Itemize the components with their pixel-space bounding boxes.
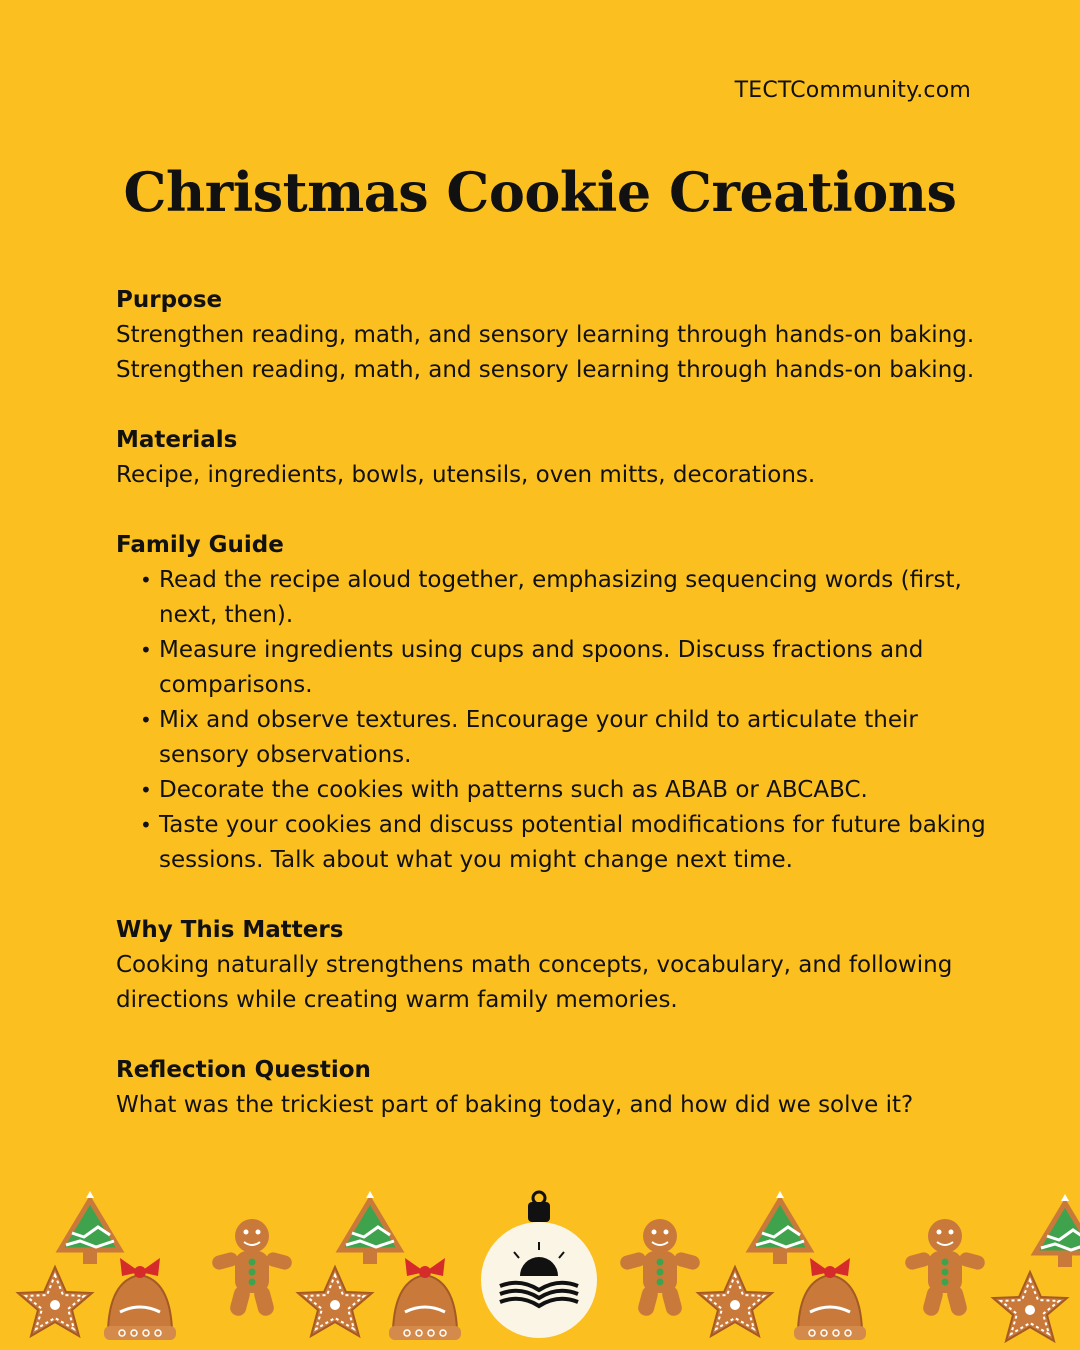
materials-section <box>116 423 996 493</box>
list-item-text: Measure ingredients using cups and spoons. Discuss fractions and comparisons. <box>159 637 924 698</box>
gingerbread-man-icon <box>211 1219 294 1318</box>
purpose-text-line: Strengthen reading, math, and sensory learning through hands-on baking. <box>116 322 975 348</box>
tree-cookie-icon <box>60 1191 120 1264</box>
why-text: Cooking naturally strengthens math concepts, vocabulary, and following directions while creating warm family memories. <box>116 952 953 1013</box>
site-url: TECTCommunity.com <box>734 78 971 103</box>
star-cookie-icon <box>993 1272 1067 1341</box>
list-item <box>116 563 996 633</box>
bullet-icon: • <box>140 638 152 662</box>
bell-cookie-icon <box>104 1258 176 1340</box>
list-item <box>116 808 996 878</box>
gingerbread-man-icon <box>619 1219 702 1318</box>
family-guide-section <box>116 528 996 878</box>
why-label: Why This Matters <box>116 917 344 943</box>
why-section <box>116 913 996 1018</box>
purpose-section <box>116 283 996 388</box>
tree-cookie-icon <box>1035 1194 1080 1267</box>
ornament-logo-icon <box>481 1192 597 1338</box>
list-item-text: Read the recipe aloud together, emphasizing sequencing words (first, next, then). <box>159 567 962 628</box>
star-cookie-icon <box>698 1267 772 1336</box>
tree-cookie-icon <box>340 1191 400 1264</box>
bell-cookie-icon <box>794 1258 866 1340</box>
star-cookie-icon <box>298 1267 372 1336</box>
bullet-icon: • <box>140 778 152 802</box>
bullet-icon: • <box>140 813 152 837</box>
tree-cookie-icon <box>750 1191 810 1264</box>
cookie-border-art <box>0 1190 1080 1350</box>
gingerbread-man-icon <box>904 1219 987 1318</box>
list-item-text: Decorate the cookies with patterns such as ABAB or ABCABC. <box>159 777 868 803</box>
list-item <box>116 633 996 703</box>
bell-cookie-icon <box>389 1258 461 1340</box>
reflection-label: Reflection Question <box>116 1057 371 1083</box>
purpose-label: Purpose <box>116 287 223 313</box>
list-item-text: Mix and observe textures. Encourage your child to articulate their sensory observations. <box>159 707 918 768</box>
list-item-text: Taste your cookies and discuss potential modifications for future baking sessions. Talk about what you might change next time. <box>159 812 986 873</box>
purpose-text-line: Strengthen reading, math, and sensory learning through hands-on baking. <box>116 357 975 383</box>
list-item <box>116 773 996 808</box>
family-guide-label: Family Guide <box>116 532 284 558</box>
bullet-icon: • <box>140 568 152 592</box>
materials-label: Materials <box>116 427 238 453</box>
bullet-icon: • <box>140 708 152 732</box>
activity-content <box>116 283 996 1158</box>
materials-text: Recipe, ingredients, bowls, utensils, oven mitts, decorations. <box>116 462 816 488</box>
star-cookie-icon <box>18 1267 92 1336</box>
list-item <box>116 703 996 773</box>
cookie-border <box>0 1190 1080 1350</box>
family-guide-list <box>116 563 996 878</box>
reflection-section <box>116 1053 996 1123</box>
reflection-text: What was the trickiest part of baking today, and how did we solve it? <box>116 1092 914 1118</box>
page-title: Christmas Cookie Creations <box>123 160 957 224</box>
